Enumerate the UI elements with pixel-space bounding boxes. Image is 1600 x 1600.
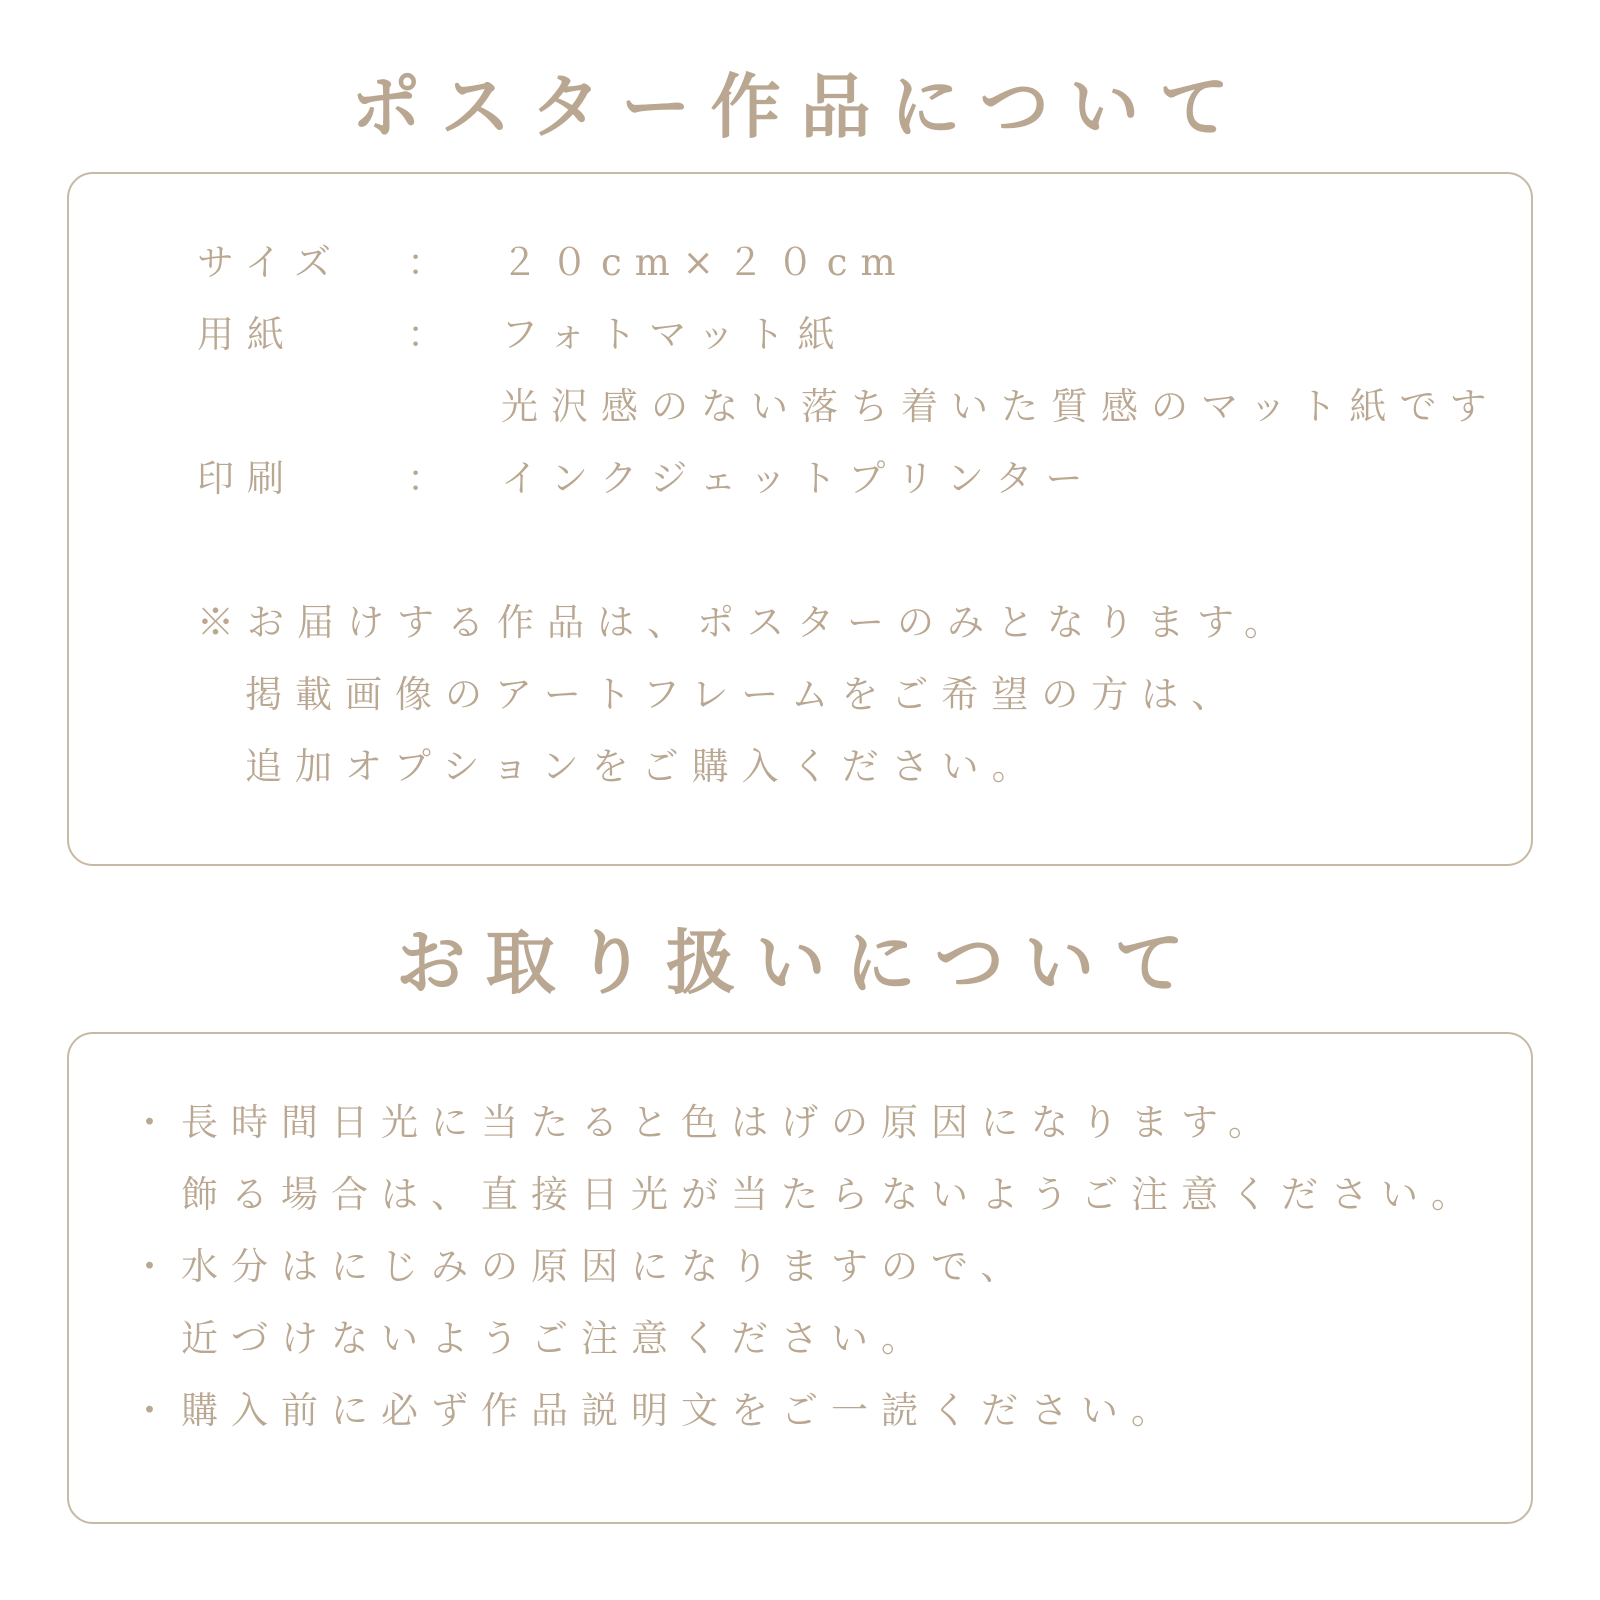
spec-value-paper-description: 光沢感のない落ち着いた質感のマット紙です <box>501 385 1500 428</box>
poster-section-title: ポスター作品について <box>350 65 1250 148</box>
handling-line: 飾る場合は、直接日光が当たらないようご注意ください。 <box>181 1173 1481 1216</box>
handling-section-title: お取り扱いについて <box>395 921 1205 1004</box>
poster-info-panel <box>67 172 1533 866</box>
note-line: ※お届けする作品は、ポスターのみとなります。 <box>197 601 1295 644</box>
spec-value-size: ２０cm×２０cm <box>501 241 909 284</box>
handling-info-panel <box>67 1032 1533 1524</box>
spec-value-printing: インクジェットプリンター <box>501 457 1096 500</box>
handling-line: 近づけないようご注意ください。 <box>181 1317 931 1360</box>
spec-label-printing: 印刷 <box>197 457 297 500</box>
handling-line: ・購入前に必ず作品説明文をご一読ください。 <box>131 1389 1181 1432</box>
spec-label-paper: 用紙 <box>197 313 297 356</box>
spec-value-paper: フォトマット紙 <box>501 313 848 356</box>
spec-colon: ： <box>407 313 457 356</box>
spec-colon: ： <box>407 457 457 500</box>
note-line: 掲載画像のアートフレームをご希望の方は、 <box>245 673 1242 716</box>
handling-line: ・長時間日光に当たると色はげの原因になります。 <box>131 1101 1279 1144</box>
note-line: 追加オプションをご購入ください。 <box>245 745 1042 788</box>
spec-label-size: サイズ <box>197 241 345 284</box>
spec-colon: ： <box>407 241 457 284</box>
handling-line: ・水分はにじみの原因になりますので、 <box>131 1245 1031 1288</box>
